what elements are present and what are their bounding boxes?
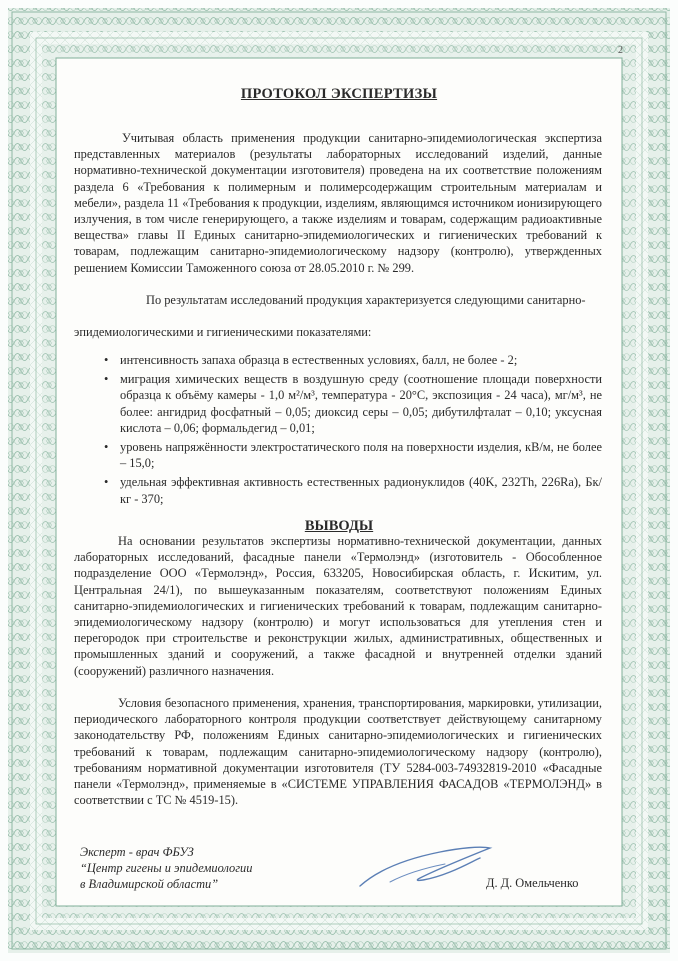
paragraph-conclusion: На основании результатов экспертизы нормативно-технической документации, данных лабораторных исследований, фасадные панели «Термолэнд» (изготовитель - Обособленное подразделение ООО «Термолэнд», Россия, 633205, Новосибирская область, г. Искитим, ул. Центральная 24/1), по вышеуказанным показателям, соответствуют положениям Единых санитарно-эпидемиологических и гигиенических требований к товарам, подлежащим санитарно-эпидемиологическому надзору (контролю) и могут использоваться для утепления стен и перегородок при строительстве и реконструкции жилых, административных, общественных и промышленных зданий и сооружений, а также фасадной и внутренней отделки зданий (сооружений) различного назначения.: [74, 534, 602, 678]
document-title: ПРОТОКОЛ ЭКСПЕРТИЗЫ: [240, 86, 438, 102]
list-item: • удельная эффективная активность естественных радионуклидов (40K, 232Th, 226Ra), Бк/кг - 370;: [104, 475, 602, 506]
page-number: 2: [618, 45, 623, 56]
list-item: • миграция химических веществ в воздушную среду (соотношение площади поверхности образца к объёму камеры - 1,0 м²/м³, температура - 20°С, экспозиция - 24 часа), мг/м³, не более: ангидрид фосфатный – 0,05; диоксид серы – 0,05; дибутилфталат – 0,10; уксусная кислота – 0,06; формальдегид – 0,01;: [104, 372, 602, 435]
paragraph-conditions: Условия безопасного применения, хранения, транспортирования, маркировки, утилизации, периодического лабораторного контроля продукции соответствует действующему санитарному законодательству РФ, положениям Единых санитарно-эпидемиологических и гигиенических требований к товарам, подлежащим санитарно-эпидемиологическому надзору (контролю), требованиям нормативной документации изготовителя (ТУ 5284-003-74932819-2010 «Фасадные панели «Термолэнд», применяемые в «СИСТЕМЕ УПРАВЛЕНИЯ ФАСАДОВ «ТЕРМОЛЭНД» в соответствии с ТС № 4519-15).: [74, 696, 602, 808]
list-item: • уровень напряжённости электростатического поля на поверхности изделия, кВ/м, не более – 15,0;: [104, 440, 602, 471]
indicator-list: [74, 352, 602, 510]
paragraph-results-intro-cont: эпидемиологическими и гигиеническими показателями:: [74, 325, 372, 339]
paragraph-scope: Учитывая область применения продукции санитарно-эпидемиологическая экспертиза представленных материалов (результаты лабораторных исследований изделий, данные нормативно-технической документации изготовителя) проведена на их соответствие положениям раздела 6 «Требования к полимерным и полимерсодержащим строительным материалам и мебели», раздела 11 «Требования к продукции, изделиям, являющимся источником ионизирующего излучения, в том числе генерирующего, а также изделиям и товарам, содержащим радиоактивные вещества» главы II Единых санитарно-эпидемиологических и гигиенических требований к товарам, подлежащим санитарно-эпидемиологическому надзору (контролю), утвержденных решением Комиссии Таможенного союза от 28.05.2010 г. № 299.: [74, 131, 602, 275]
expert-region: в Владимирской области”: [80, 877, 219, 891]
bullet-icon: •: [104, 475, 109, 490]
list-item: • интенсивность запаха образца в естественных условиях, балл, не более - 2;: [104, 353, 518, 367]
bullet-icon: •: [104, 372, 109, 387]
handwritten-signature: [350, 838, 500, 898]
conclusions-heading: ВЫВОДЫ: [304, 518, 374, 534]
expert-title: Эксперт - врач ФБУЗ: [80, 845, 194, 859]
expert-name: Д. Д. Омельченко: [486, 876, 579, 890]
bullet-icon: •: [104, 440, 109, 455]
expert-organization: “Центр гигены и эпидемиологии: [80, 861, 253, 875]
paragraph-results-intro: По результатам исследований продукция характеризуется следующими санитарно-: [146, 293, 586, 307]
bullet-icon: •: [104, 353, 109, 367]
